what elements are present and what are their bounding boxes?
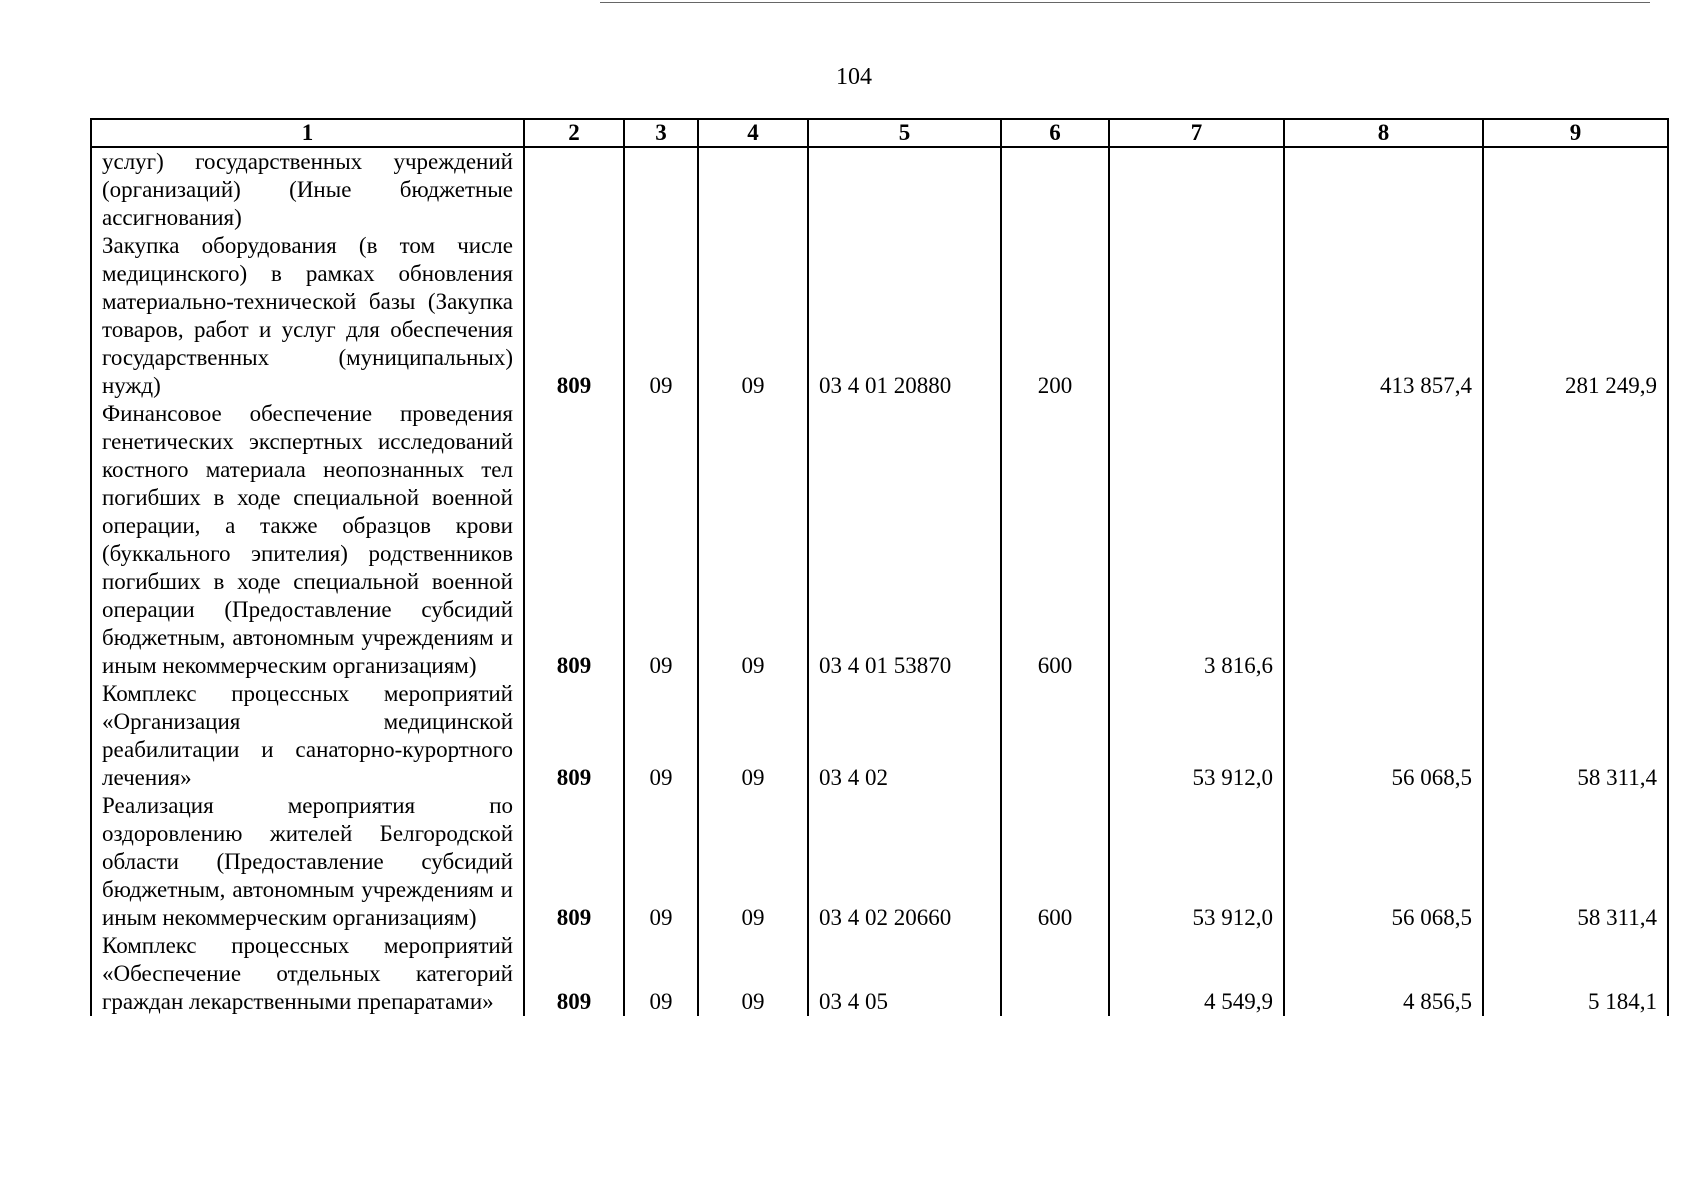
cell-amount-col9 xyxy=(1483,400,1668,680)
column-header-9: 9 xyxy=(1483,119,1668,147)
cell-ministry-code: 809 xyxy=(524,932,624,1016)
cell-expense-type xyxy=(1001,147,1109,232)
column-header-1: 1 xyxy=(91,119,524,147)
cell-ministry-code xyxy=(524,147,624,232)
cell-subsection: 09 xyxy=(698,400,808,680)
cell-amount-col7 xyxy=(1109,147,1284,232)
cell-amount-col8: 4 856,5 xyxy=(1284,932,1483,1016)
column-header-2: 2 xyxy=(524,119,624,147)
table-row xyxy=(91,147,1668,232)
header-row xyxy=(91,119,1668,147)
cell-expense-type: 600 xyxy=(1001,792,1109,932)
cell-subsection: 09 xyxy=(698,792,808,932)
table-row xyxy=(91,232,1668,400)
cell-target-article: 03 4 01 20880 xyxy=(808,232,1001,400)
cell-subsection xyxy=(698,147,808,232)
cell-ministry-code: 809 xyxy=(524,400,624,680)
cell-section: 09 xyxy=(624,792,698,932)
cell-target-article: 03 4 02 20660 xyxy=(808,792,1001,932)
table-row xyxy=(91,792,1668,932)
cell-target-article: 03 4 01 53870 xyxy=(808,400,1001,680)
column-header-6: 6 xyxy=(1001,119,1109,147)
cell-amount-col9: 58 311,4 xyxy=(1483,680,1668,792)
cell-amount-col7 xyxy=(1109,232,1284,400)
row-description: Закупка оборудования (в том числе медицинского) в рамках обновления материально-технической базы (Закупка товаров, работ и услуг для обеспечения государственных (муниципальных) нужд) xyxy=(91,232,524,400)
row-description: Реализация мероприятия по оздоровлению жителей Белгородской области (Предоставление субсидий бюджетным, автономным учреждениям и иным некоммерческим организациям) xyxy=(91,792,524,932)
cell-amount-col7: 53 912,0 xyxy=(1109,680,1284,792)
cell-amount-col8: 413 857,4 xyxy=(1284,232,1483,400)
cell-expense-type: 200 xyxy=(1001,232,1109,400)
page-number: 104 xyxy=(836,64,872,90)
cell-ministry-code: 809 xyxy=(524,232,624,400)
column-header-4: 4 xyxy=(698,119,808,147)
column-header-5: 5 xyxy=(808,119,1001,147)
cell-amount-col8 xyxy=(1284,400,1483,680)
row-description: Финансовое обеспечение проведения генетических экспертных исследований костного материала неопознанных тел погибших в ходе специальной военной операции, а также образцов крови (буккального эпителия) родственников погибших в ходе специальной военной операции (Предоставление субсидий бюджетным, автономным учреждениям и иным некоммерческим организациям) xyxy=(91,400,524,680)
cell-section xyxy=(624,147,698,232)
cell-amount-col9 xyxy=(1483,147,1668,232)
cell-amount-col8: 56 068,5 xyxy=(1284,792,1483,932)
cell-target-article xyxy=(808,147,1001,232)
cell-section: 09 xyxy=(624,680,698,792)
cell-amount-col8: 56 068,5 xyxy=(1284,680,1483,792)
cell-amount-col7: 3 816,6 xyxy=(1109,400,1284,680)
column-header-7: 7 xyxy=(1109,119,1284,147)
cell-amount-col9: 58 311,4 xyxy=(1483,792,1668,932)
budget-table xyxy=(90,118,1669,1016)
table-row xyxy=(91,400,1668,680)
table-row xyxy=(91,932,1668,1016)
cell-ministry-code: 809 xyxy=(524,792,624,932)
cell-section: 09 xyxy=(624,232,698,400)
cell-subsection: 09 xyxy=(698,232,808,400)
scan-line-top xyxy=(600,2,1650,3)
cell-target-article: 03 4 05 xyxy=(808,932,1001,1016)
cell-amount-col7: 53 912,0 xyxy=(1109,792,1284,932)
column-header-8: 8 xyxy=(1284,119,1483,147)
cell-amount-col9: 5 184,1 xyxy=(1483,932,1668,1016)
cell-expense-type xyxy=(1001,680,1109,792)
cell-expense-type xyxy=(1001,932,1109,1016)
cell-amount-col9: 281 249,9 xyxy=(1483,232,1668,400)
cell-ministry-code: 809 xyxy=(524,680,624,792)
cell-target-article: 03 4 02 xyxy=(808,680,1001,792)
cell-amount-col7: 4 549,9 xyxy=(1109,932,1284,1016)
row-description: Комплекс процессных мероприятий «Организация медицинской реабилитации и санаторно-курортного лечения» xyxy=(91,680,524,792)
cell-expense-type: 600 xyxy=(1001,400,1109,680)
cell-section: 09 xyxy=(624,932,698,1016)
cell-subsection: 09 xyxy=(698,932,808,1016)
row-description: Комплекс процессных мероприятий «Обеспечение отдельных категорий граждан лекарственными препаратами» xyxy=(91,932,524,1016)
column-header-3: 3 xyxy=(624,119,698,147)
cell-section: 09 xyxy=(624,400,698,680)
cell-subsection: 09 xyxy=(698,680,808,792)
table-row xyxy=(91,680,1668,792)
cell-amount-col8 xyxy=(1284,147,1483,232)
row-description: услуг) государственных учреждений (организаций) (Иные бюджетные ассигнования) xyxy=(91,147,524,232)
